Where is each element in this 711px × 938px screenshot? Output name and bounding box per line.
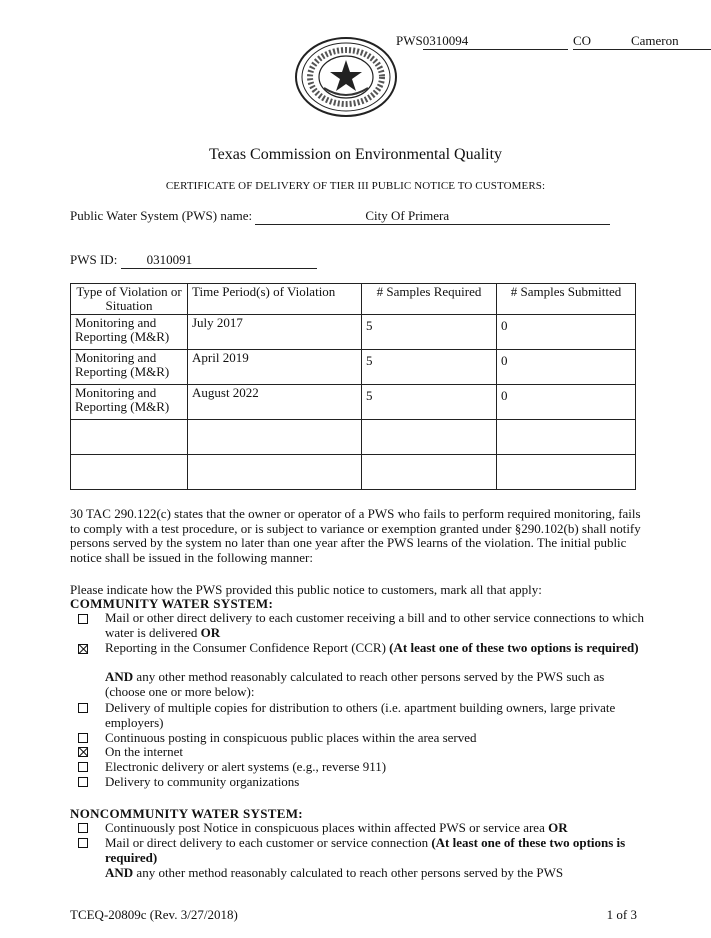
continuous-posting-checkbox[interactable]	[78, 733, 88, 743]
electronic-delivery-checkbox[interactable]	[78, 762, 88, 772]
cell-period: April 2019	[188, 350, 362, 385]
pws-name-label: Public Water System (PWS) name:	[70, 208, 253, 223]
ccr-option	[105, 641, 645, 656]
electronic-delivery-option: Electronic delivery or alert systems (e.g., reverse 911)	[105, 759, 387, 774]
rule-paragraph: 30 TAC 290.122(c) states that the owner or operator of a PWS who fails to perform required monitoring, fails to comply with a test procedure, or is subject to variance or exemption granted under §290.102(b) shall notify persons served by the system no later than one year after the PWS learns of the violation. The initial public notice shall be issued in the following manner:	[70, 506, 641, 565]
nc-and-text: any other method reasonably calculated to reach other persons served by the PWS	[136, 865, 564, 880]
cell-period: August 2022	[188, 385, 362, 420]
table-row	[71, 350, 636, 385]
county-name: Cameron	[631, 33, 711, 50]
multiple-copies-checkbox[interactable]	[78, 703, 88, 713]
page-number: 1 of 3	[606, 907, 637, 922]
continuous-posting-option: Continuous posting in conspicuous public places within the area served	[105, 730, 477, 745]
cell-required	[362, 420, 497, 455]
pws-id-label: PWS ID:	[70, 252, 118, 267]
multiple-copies-option: Delivery of multiple copies for distribution to others (i.e. apartment building owners, large private employers)	[105, 700, 616, 730]
page-subtitle: CERTIFICATE OF DELIVERY OF TIER III PUBLIC NOTICE TO CUSTOMERS:	[165, 180, 546, 192]
pws-header-label: PWS	[396, 33, 423, 48]
table-row	[71, 315, 636, 350]
violation-table	[70, 283, 636, 490]
nc-mail-text: Mail or direct delivery to each customer or service connection	[105, 835, 429, 850]
county-code: CO	[573, 33, 631, 50]
pws-name-line	[70, 208, 610, 225]
cell-required: 5	[362, 315, 497, 350]
cell-period: July 2017	[188, 315, 362, 350]
cell-type	[71, 420, 188, 455]
ccr-checkbox[interactable]	[78, 644, 88, 654]
cell-period	[188, 420, 362, 455]
nc-mail-checkbox[interactable]	[78, 838, 88, 848]
cell-period	[188, 455, 362, 490]
cell-type: Monitoring and Reporting (M&R)	[71, 315, 188, 350]
cell-required: 5	[362, 385, 497, 420]
and-text: any other method reasonably calculated to reach other persons served by the PWS such as (choose one or more below):	[105, 669, 605, 699]
and-line	[105, 670, 645, 699]
pws-header-line	[396, 33, 711, 50]
pws-name-value: City Of Primera	[255, 208, 610, 225]
post-notice-checkbox[interactable]	[78, 823, 88, 833]
indicate-line: Please indicate how the PWS provided this public notice to customers, mark all that apply:	[70, 582, 542, 597]
noncommunity-heading: NONCOMMUNITY WATER SYSTEM:	[70, 806, 303, 821]
mail-delivery-text: Mail or other direct delivery to each customer receiving a bill and to other service connections to which water is delivered	[105, 610, 644, 640]
table-row	[71, 455, 636, 490]
texas-state-seal	[294, 36, 398, 118]
pws-id-line	[70, 252, 317, 269]
nc-mail-required-note: (At least one of these two options is required)	[105, 835, 626, 865]
col-header-type: Type of Violation or Situation	[71, 284, 188, 315]
cell-submitted	[497, 420, 636, 455]
col-header-submitted: # Samples Submitted	[497, 284, 636, 315]
mail-delivery-option	[105, 611, 645, 640]
nc-or-word: OR	[548, 820, 568, 835]
cell-submitted	[497, 455, 636, 490]
table-row	[71, 385, 636, 420]
community-heading: COMMUNITY WATER SYSTEM:	[70, 596, 274, 611]
form-id: TCEQ-20809c (Rev. 3/27/2018)	[70, 907, 238, 922]
cell-submitted: 0	[497, 385, 636, 420]
community-orgs-checkbox[interactable]	[78, 777, 88, 787]
cell-type: Monitoring and Reporting (M&R)	[71, 350, 188, 385]
mail-delivery-checkbox[interactable]	[78, 614, 88, 624]
nc-mail-option	[105, 836, 645, 865]
cell-required	[362, 455, 497, 490]
post-notice-text: Continuously post Notice in conspicuous places within affected PWS or service area	[105, 820, 545, 835]
nc-and-line	[105, 866, 645, 881]
or-word: OR	[200, 624, 221, 640]
cell-submitted: 0	[497, 350, 636, 385]
ccr-required-note: (At least one of these two options is required)	[389, 640, 639, 655]
pws-header-number: 0310094	[423, 33, 568, 50]
col-header-required: # Samples Required	[362, 284, 497, 315]
pws-id-value: 0310091	[121, 252, 317, 269]
internet-option: On the internet	[105, 744, 183, 759]
table-row	[71, 420, 636, 455]
cell-type	[71, 455, 188, 490]
page-title: Texas Commission on Environmental Quality	[208, 146, 503, 163]
cell-submitted: 0	[497, 315, 636, 350]
internet-checkbox[interactable]	[78, 747, 88, 757]
ccr-text: Reporting in the Consumer Confidence Report (CCR)	[105, 640, 386, 655]
cell-required: 5	[362, 350, 497, 385]
cell-type: Monitoring and Reporting (M&R)	[71, 385, 188, 420]
and-word: AND	[105, 669, 134, 684]
col-header-period: Time Period(s) of Violation	[188, 284, 362, 315]
post-notice-option	[105, 821, 645, 836]
community-orgs-option: Delivery to community organizations	[105, 774, 300, 789]
nc-and-word: AND	[105, 865, 134, 880]
